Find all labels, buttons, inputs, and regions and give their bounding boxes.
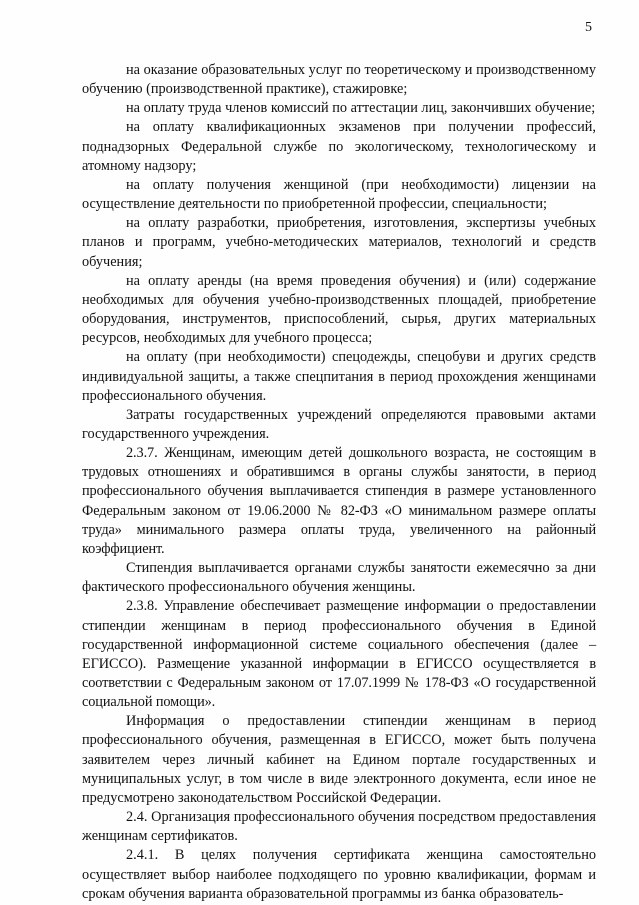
paragraph-stipend-payment: Стипендия выплачивается органами службы занятости ежемесячно за дни фактического профессионального обучения женщины. [82, 560, 596, 596]
paragraph-egisso-info: Информация о предоставлении стипендии женщинам в период профессионального обучения, размещенная в ЕГИССО, может быть получена заявителем через личный кабинет на Едином портале государственных и муниципальных услуг, в том числе в виде электронного документа, если иное не предусмотрено законодательством Российской Федерации. [82, 713, 596, 806]
paragraph-costs: Затраты государственных учреждений определяются правовыми актами государственного учреждения. [82, 406, 596, 442]
paragraph-2-3-7: 2.3.7. Женщинам, имеющим детей дошкольного возраста, не состоящим в трудовых отношениях и обратившимся в органы службы занятости, в период профессионального обучения выплачивается стипендия в размере установленного Федеральным законом от 19.06.2000 № 82-ФЗ «О минимальном размере оплаты труда» минимального размера оплаты труда, увеличенного на районный коэффициент. [82, 445, 596, 557]
paragraph-rent-equipment: на оплату аренды (на время проведения обучения) и (или) содержание необходимых для обучения учебно-производственных площадей, приобретение оборудования, инструментов, приспособлений, сырья, других материальных ресурсов, необходимых для учебного процесса; [82, 272, 596, 347]
paragraph-commission-pay: на оплату труда членов комиссий по аттестации лиц, закончивших обучение; [126, 100, 596, 117]
paragraph-2-3-8: 2.3.8. Управление обеспечивает размещение информации о предоставлении стипендии женщинам в период профессионального обучения в Единой государственной информационной системе социального обеспечения (далее – ЕГИССО). Размещение указанной информации в ЕГИССО осуществляется в соответствии с Федеральным законом от 17.07.1999 № 178-ФЗ «О государственной социальной помощи». [82, 598, 596, 711]
paragraph-2-4-1: 2.4.1. В целях получения сертификата женщина самостоятельно осуществляет выбор наиболее подходящего по уровню квалификации, формам и срокам обучения варианта образовательной программы из банка образователь- [82, 847, 596, 902]
paragraph-educational-services: на оказание образовательных услуг по теоретическому и производственному обучению (производственной практике), стажировке; [82, 62, 596, 98]
paragraph-protective-clothing: на оплату (при необходимости) спецодежды, спецобуви и других средств индивидуальной защиты, а также спецпитания в период прохождения женщинами профессионального обучения. [82, 349, 596, 404]
document-body [82, 61, 596, 904]
page-number: 5 [585, 20, 592, 35]
paragraph-qualification-exams: на оплату квалификационных экзаменов при получении профессий, поднадзорных Федеральной службе по экологическому, технологическому и атомному надзору; [82, 119, 596, 174]
paragraph-license: на оплату получения женщиной (при необходимости) лицензии на осуществление деятельности по приобретенной профессии, специальности; [82, 176, 596, 213]
paragraph-curriculum-development: на оплату разработки, приобретения, изготовления, экспертизы учебных планов и программ, учебно-методических материалов, технологий и средств обучения; [82, 215, 596, 270]
paragraph-2-4: 2.4. Организация профессионального обучения посредством предоставления женщинам сертификатов. [82, 809, 596, 845]
